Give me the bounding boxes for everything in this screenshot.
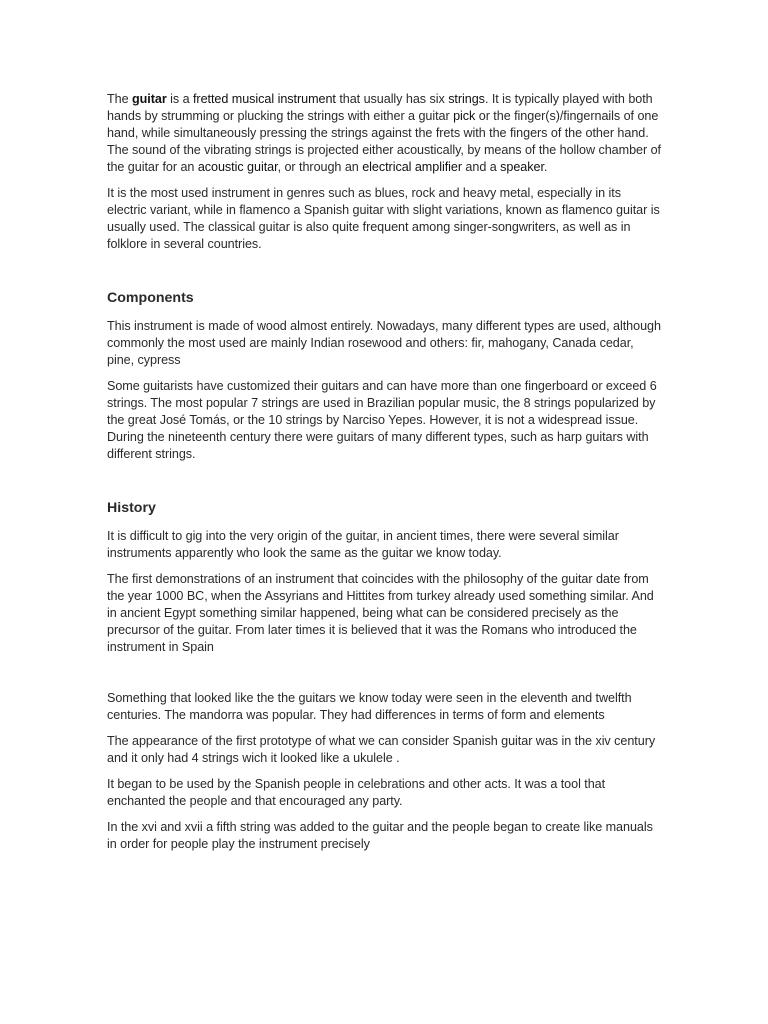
text-run: . It is typically played with both hands by strumming or plucking the strings with either a guitar: [107, 92, 653, 123]
link-acoustic-guitar[interactable]: acoustic guitar: [197, 160, 278, 174]
text-run: that usually has six: [335, 92, 449, 106]
intro-paragraph-1: [107, 91, 662, 176]
text-run: , or through an: [277, 160, 363, 174]
components-paragraph-2: Some guitarists have customized their guitars and can have more than one fingerboard or exceed 6 strings. The most popular 7 strings are used in Brazilian popular music, the 8 strings popularized by the great José Tomás, or the 10 strings by Narciso Yepes. However, it is not a widespread issue. During the nineteenth century there were guitars of many different types, such as harp guitars with different strings.: [107, 379, 657, 461]
intro-paragraph-2: It is the most used instrument in genres such as blues, rock and heavy metal, especially in its electric variant, while in flamenco a Spanish guitar with slight variations, known as flamenco guitar is usually used. The classical guitar is also quite frequent among singer-songwriters, as well as in folklore in several countries.: [107, 186, 660, 251]
link-speaker[interactable]: speaker: [500, 160, 544, 174]
link-electrical-amplifier[interactable]: electrical amplifier: [362, 160, 462, 174]
components-heading: Components: [107, 290, 194, 306]
text-run: is a: [166, 92, 193, 106]
history-paragraph-1: It is difficult to gig into the very origin of the guitar, in ancient times, there were several similar instruments apparently who look the same as the guitar we know today.: [107, 529, 619, 560]
history-paragraph-5: It began to be used by the Spanish people in celebrations and other acts. It was a tool that enchanted the people and that encouraged any party.: [107, 777, 606, 808]
document-page: [107, 88, 662, 853]
text-run: The: [107, 92, 132, 106]
text-run: .: [543, 160, 548, 174]
history-heading: History: [107, 500, 156, 516]
components-paragraph-1: This instrument is made of wood almost entirely. Nowadays, many different types are used, although commonly the most used are mainly Indian rosewood and others: fir, mahogany, Canada cedar, pine, cypress: [107, 319, 661, 367]
link-strings[interactable]: strings: [448, 92, 485, 106]
history-paragraph-6: In the xvi and xvii a fifth string was added to the guitar and the people began to create like manuals in order for people play the instrument precisely: [107, 820, 653, 851]
link-fretted-musical-instrument[interactable]: fretted musical instrument: [192, 92, 336, 106]
text-run: or the finger(s)/fingernails of one hand, while simultaneously pressing the strings against the frets with the fingers of the other hand. The sound of the vibrating strings is projected either acoustically, by means of the hollow chamber of the guitar for an: [107, 109, 661, 174]
text-run: and a: [461, 160, 501, 174]
link-guitar[interactable]: guitar: [132, 92, 167, 106]
history-paragraph-3: Something that looked like the the guitars we know today were seen in the eleventh and twelfth centuries. The mandorra was popular. They had differences in terms of form and elements: [107, 691, 632, 722]
link-pick[interactable]: pick: [453, 109, 476, 123]
history-paragraph-2: The first demonstrations of an instrument that coincides with the philosophy of the guitar date from the year 1000 BC, when the Assyrians and Hittites from turkey already used something similar. And in ancient Egypt something similar happened, being what can be considered precisely as the precursor of the guitar. From later times it is believed that it was the Romans who introduced the instrument in Spain: [107, 572, 654, 654]
history-paragraph-4: The appearance of the first prototype of what we can consider Spanish guitar was in the xiv century and it only had 4 strings wich it looked like a ukulele .: [107, 734, 656, 765]
